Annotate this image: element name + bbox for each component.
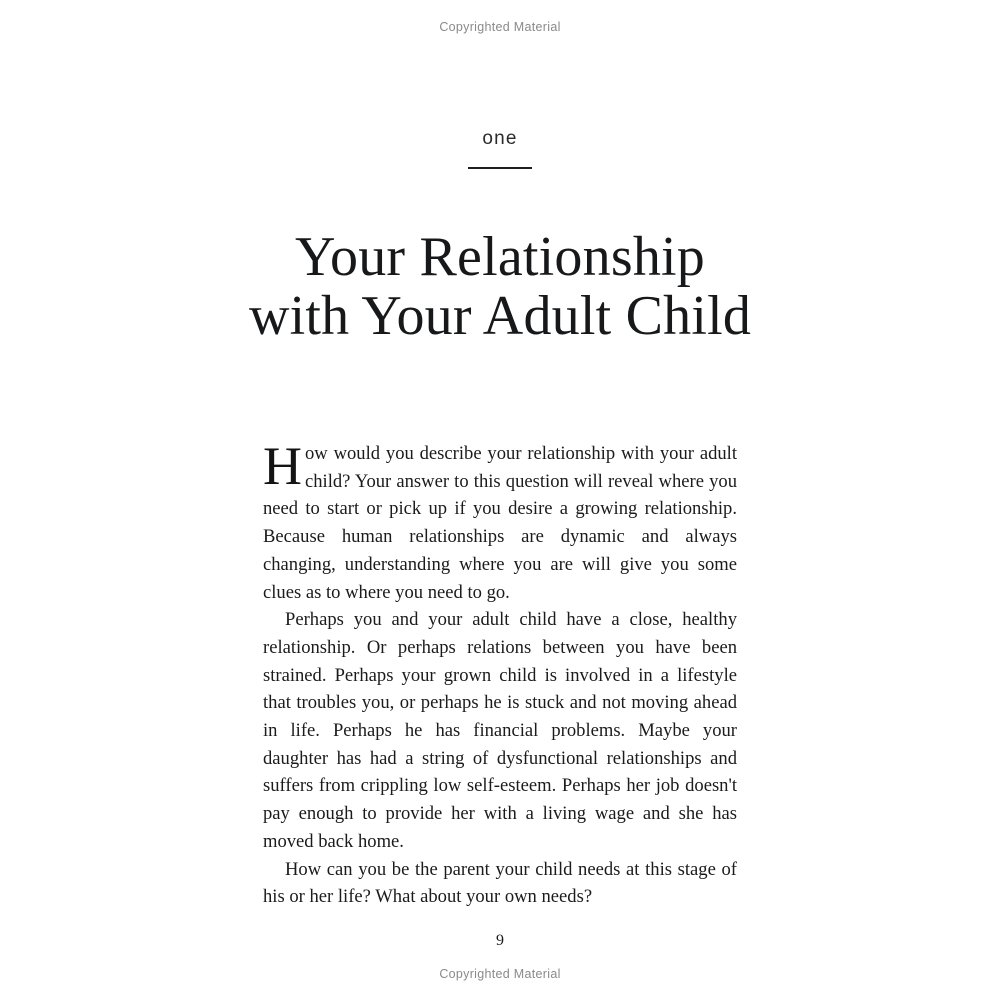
chapter-title-line-2: with Your Adult Child [248, 285, 752, 348]
paragraph-2: Perhaps you and your adult child have a close, healthy relationship. Or perhaps relations between you have been strained. Perhaps your grown child is involved in a lifestyle that troubles you, or perhaps he is stuck and not moving ahead in life. Perhaps he has financial problems. Maybe your daughter has had a string of dysfunctional relationships and suffers from crippling low self-esteem. Perhaps her job doesn't pay enough to provide her with a living wage and she has moved back home. [263, 609, 737, 852]
copyright-watermark-top: Copyrighted Material [439, 20, 561, 34]
chapter-divider-rule [468, 167, 532, 169]
chapter-title-line-1: Your Relationship [295, 226, 705, 288]
chapter-number-label: one [482, 128, 518, 149]
paragraph-1-text: ow would you describe your relationship with your adult child? Your answer to this question will reveal where you need to start or pick up if you desire a growing relationship. Because human relationships are dynamic and always changing, understanding where you are will give you some clues as to where you need to go. [263, 443, 737, 603]
page-title [0, 228, 1000, 347]
body-text [263, 436, 737, 911]
copyright-watermark-bottom: Copyrighted Material [439, 967, 561, 981]
page-number: 9 [496, 932, 504, 949]
chapter-number [0, 128, 1000, 150]
paragraph-3: How can you be the parent your child needs at this stage of his or her life? What about your own needs? [263, 858, 737, 908]
drop-cap: H [263, 436, 302, 496]
paragraph-1 [263, 436, 737, 606]
